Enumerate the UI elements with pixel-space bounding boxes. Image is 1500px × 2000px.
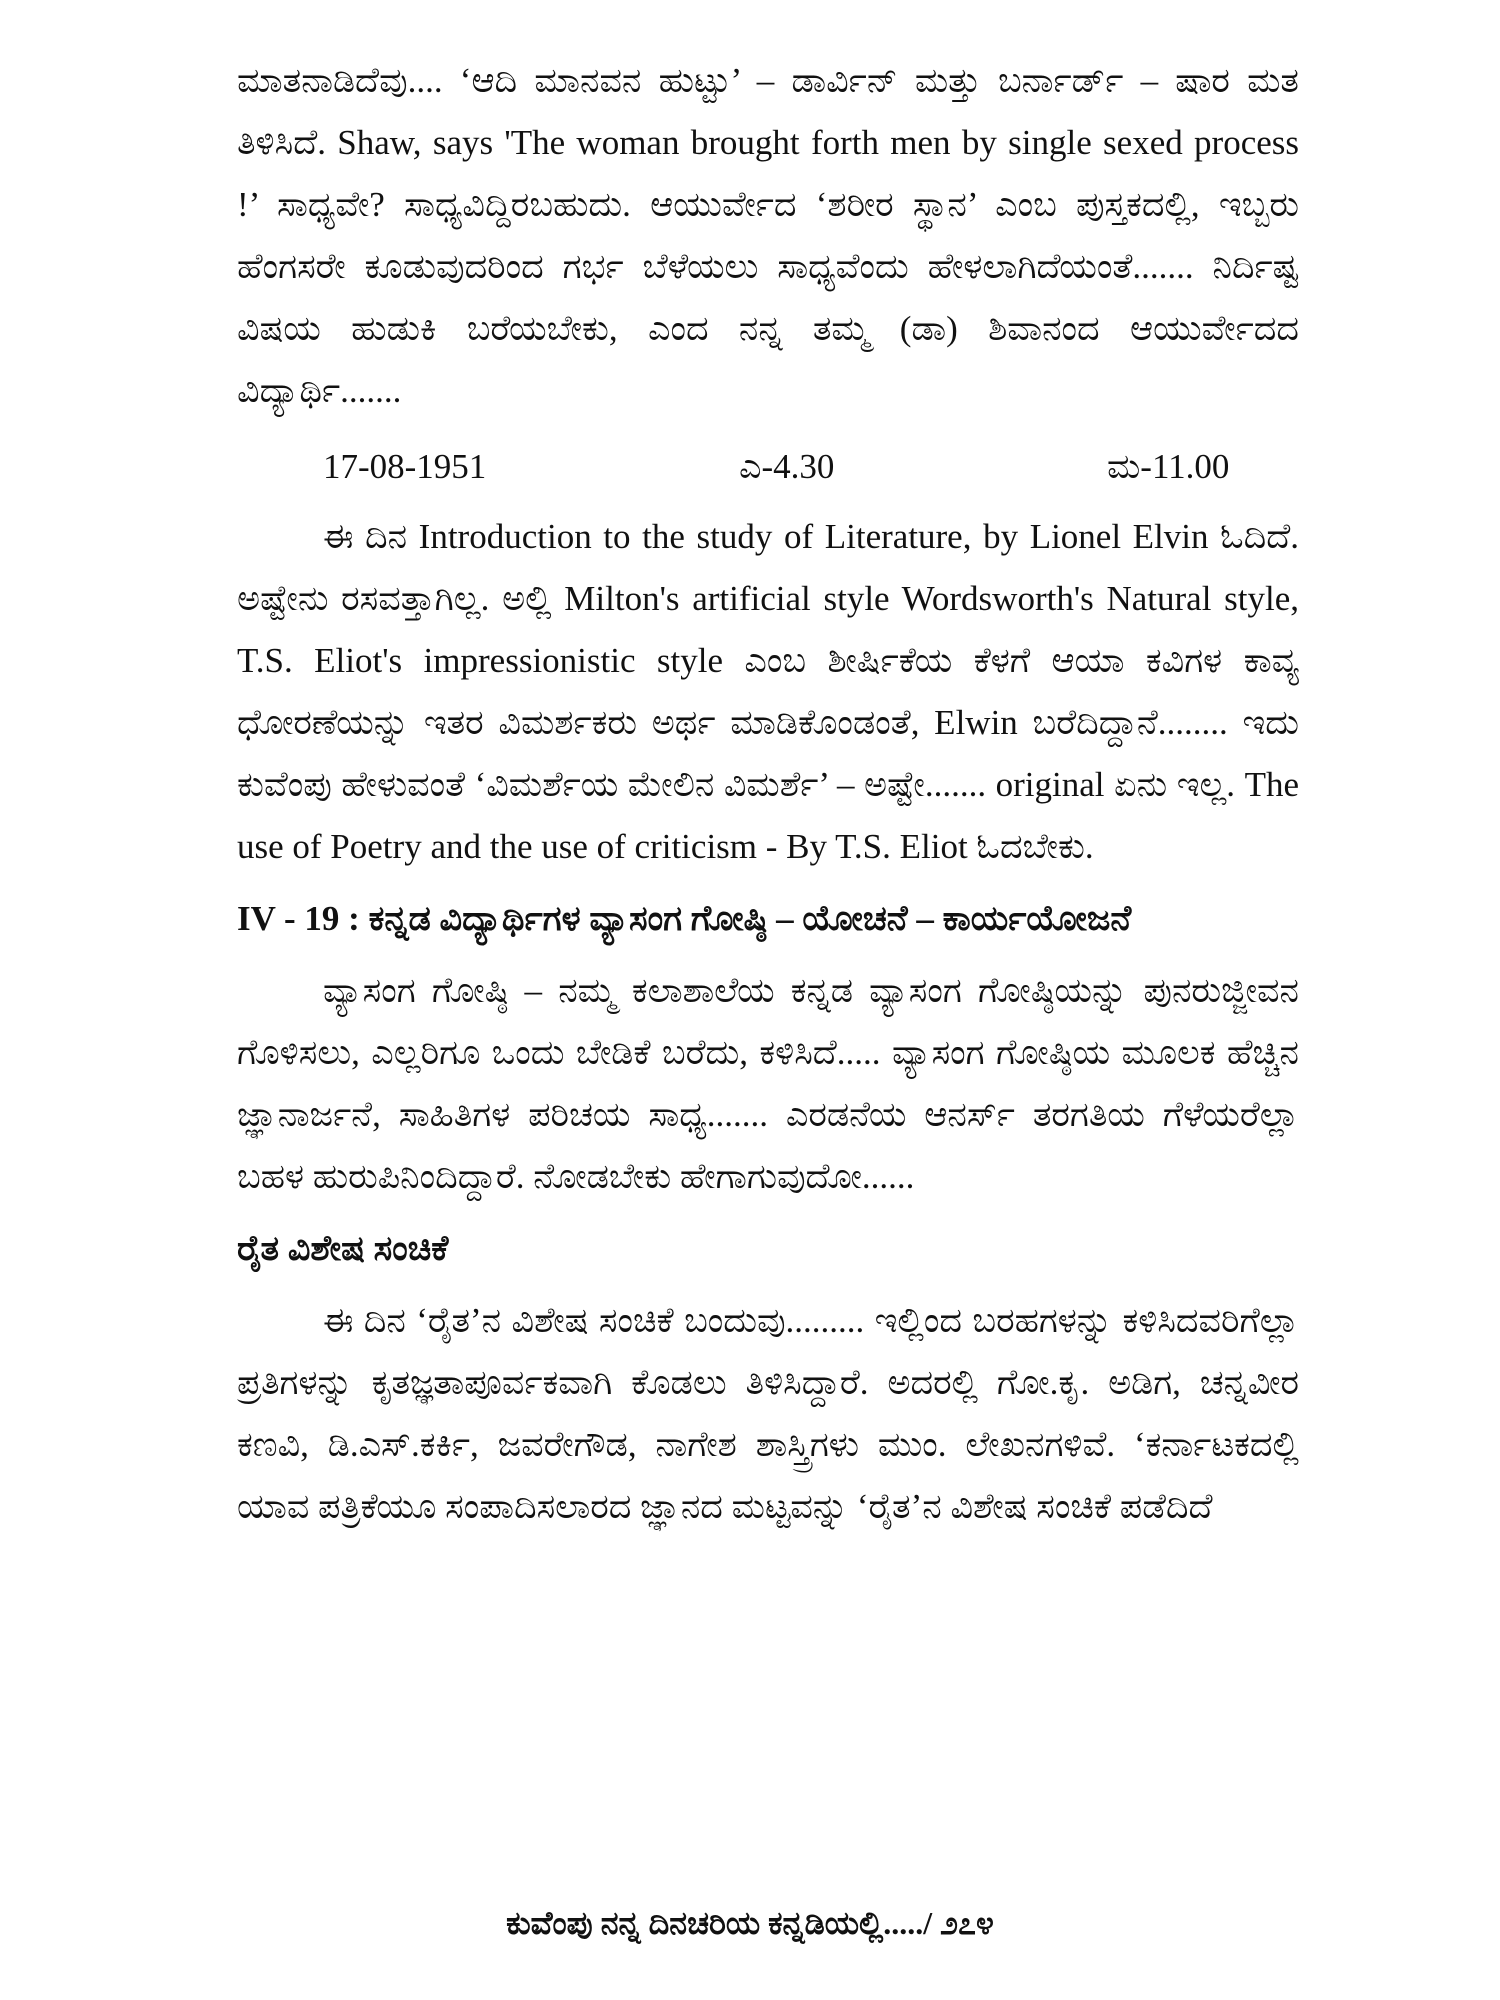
page-body (237, 50, 1299, 1538)
paragraph-elvin-literature: ಈ ದಿನ Introduction to the study of Literature, by Lionel Elvin ಓದಿದೆ. ಅಷ್ಟೇನು ರಸವತ್ತಾಗಿಲ್ಲ. ಅಲ್ಲಿ Milton's artificial style Wordsworth's Natural style, T.S. Eliot's impressionistic style ಎಂಬ ಶೀರ್ಷಿಕೆಯ ಕೆಳಗೆ ಆಯಾ ಕವಿಗಳ ಕಾವ್ಯ ಧೋರಣೆಯನ್ನು ಇತರ ವಿಮರ್ಶಕರು ಅರ್ಥ ಮಾಡಿಕೊಂಡಂತೆ, Elwin ಬರೆದಿದ್ದಾನೆ........ ಇದು ಕುವೆಂಪು ಹೇಳುವಂತೆ ‘ವಿಮರ್ಶೆಯ ಮೇಲಿನ ವಿಮರ್ಶೆ’ – ಅಷ್ಟೇ....... original ಏನು ಇಲ್ಲ. The use of Poetry and the use of criticism - By T.S. Eliot ಓದಬೇಕು. (237, 517, 1299, 866)
section-heading-raita-special: ರೈತ ವಿಶೇಷ ಸಂಚಿಕೆ (237, 1229, 449, 1268)
diary-entry-dateline (237, 436, 1299, 498)
section-heading-iv-19: IV - 19 : ಕನ್ನಡ ವಿದ್ಯಾರ್ಥಿಗಳ ವ್ಯಾಸಂಗ ಗೋಷ್ಠಿ – ಯೋಚನೆ – ಕಾರ್ಯಯೋಜನೆ (237, 899, 1132, 938)
entry-wake-time: ಎ-4.30 (739, 447, 835, 486)
entry-sleep-time: ಮ-11.00 (1107, 447, 1230, 486)
paragraph-study-circle: ವ್ಯಾಸಂಗ ಗೋಷ್ಠಿ – ನಮ್ಮ ಕಲಾಶಾಲೆಯ ಕನ್ನಡ ವ್ಯಾಸಂಗ ಗೋಷ್ಠಿಯನ್ನು ಪುನರುಜ್ಜೀವನ ಗೊಳಿಸಲು, ಎಲ್ಲರಿಗೂ ಒಂದು ಬೇಡಿಕೆ ಬರೆದು, ಕಳಿಸಿದೆ..... ವ್ಯಾಸಂಗ ಗೋಷ್ಠಿಯ ಮೂಲಕ ಹೆಚ್ಚಿನ ಜ್ಞಾನಾರ್ಜನೆ, ಸಾಹಿತಿಗಳ ಪರಿಚಯ ಸಾಧ್ಯ....... ಎರಡನೆಯ ಆನರ್ಸ್ ತರಗತಿಯ ಗೆಳೆಯರೆಲ್ಲಾ ಬಹಳ ಹುರುಪಿನಿಂದಿದ್ದಾರೆ. ನೋಡಬೇಕು ಹೇಗಾಗುವುದೋ...... (237, 971, 1299, 1196)
entry-date: 17-08-1951 (323, 447, 487, 486)
paragraph-darwin-shaw: ಮಾತನಾಡಿದೆವು.... ‘ಆದಿ ಮಾನವನ ಹುಟ್ಟು’ – ಡಾರ್ವಿನ್ ಮತ್ತು ಬರ್ನಾರ್ಡ್ – ಷಾರ ಮತ ತಿಳಿಸಿದೆ. Shaw, says 'The woman brought forth men by single sexed process !’ ಸಾಧ್ಯವೇ? ಸಾಧ್ಯವಿದ್ದಿರಬಹುದು. ಆಯುರ್ವೇದ ‘ಶರೀರ ಸ್ಥಾನ’ ಎಂಬ ಪುಸ್ತಕದಲ್ಲಿ, ಇಬ್ಬರು ಹೆಂಗಸರೇ ಕೂಡುವುದರಿಂದ ಗರ್ಭ ಬೆಳೆಯಲು ಸಾಧ್ಯವೆಂದು ಹೇಳಲಾಗಿದೆಯಂತೆ....... ನಿರ್ದಿಷ್ಟ ವಿಷಯ ಹುಡುಕಿ ಬರೆಯಬೇಕು, ಎಂದ ನನ್ನ ತಮ್ಮ (ಡಾ) ಶಿವಾನಂದ ಆಯುರ್ವೇದದ ವಿದ್ಯಾರ್ಥಿ....... (237, 61, 1299, 410)
paragraph-raita-issue: ಈ ದಿನ ‘ರೈತ’ನ ವಿಶೇಷ ಸಂಚಿಕೆ ಬಂದುವು......... ಇಲ್ಲಿಂದ ಬರಹಗಳನ್ನು ಕಳಿಸಿದವರಿಗೆಲ್ಲಾ ಪ್ರತಿಗಳನ್ನು ಕೃತಜ್ಞತಾಪೂರ್ವಕವಾಗಿ ಕೊಡಲು ತಿಳಿಸಿದ್ದಾರೆ. ಅದರಲ್ಲಿ ಗೋ.ಕೃ. ಅಡಿಗ, ಚನ್ನವೀರ ಕಣವಿ, ಡಿ.ಎಸ್.ಕರ್ಕಿ, ಜವರೇಗೌಡ, ನಾಗೇಶ ಶಾಸ್ತ್ರಿಗಳು ಮುಂ. ಲೇಖನಗಳಿವೆ. ‘ಕರ್ನಾಟಕದಲ್ಲಿ ಯಾವ ಪತ್ರಿಕೆಯೂ ಸಂಪಾದಿಸಲಾರದ ಜ್ಞಾನದ ಮಟ್ಟವನ್ನು ‘ರೈತ’ನ ವಿಶೇಷ ಸಂಚಿಕೆ ಪಡೆದಿದೆ (237, 1301, 1299, 1526)
page-footer: ಕುವೆಂಪು ನನ್ನ ದಿನಚರಿಯ ಕನ್ನಡಿಯಲ್ಲಿ...../ ೨೭೪ (506, 1905, 994, 1941)
